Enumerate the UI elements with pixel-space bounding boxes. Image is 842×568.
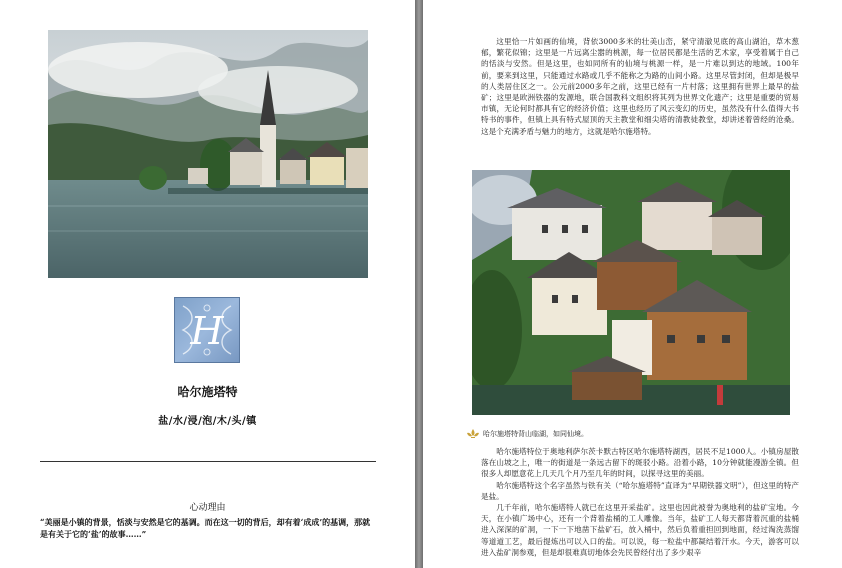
body-paragraph-2: 哈尔施塔特这个名字虽然与铁有关（“哈尔施塔特”直译为“早期铁器文明”），但这里的特产是盐。 — [481, 481, 799, 502]
right-page — [423, 0, 842, 568]
monogram-letter: H — [190, 309, 224, 353]
body-paragraph-3: 几千年前，哈尔施塔特人就已在这里开采盐矿。这里也因此被誉为奥地利的盐矿宝地。今天，在小镇广场中心，还有一个背着盐桶的工人雕像。当年，盐矿工人每天都背着沉重的盐桶进入深深的矿洞，一下一下地凿下盐矿石，放入桶中，然后负着重担回到地面，经过淘洗蒸馏等道道工艺，最后提炼出可以入口的盐。可以说，每一粒盐中都凝结着汗水。今天，游客可以进入盐矿洞参观，但是却很难真切地体会先民曾经付出了多少艰辛 — [481, 503, 799, 557]
book-gutter — [415, 0, 423, 568]
monogram-h-icon — [175, 298, 239, 362]
photo-caption — [466, 428, 796, 440]
monogram-tile — [174, 297, 240, 363]
body-paragraph-1: 哈尔施塔特位于奥地利萨尔茨卡默古特区哈尔施塔特湖西，居民不足1000人。小镇房屋散落在山坡之上，唯一的街道是一条远古留下的斑驳小路。沿着小路，10分钟就能漫游全镇。但很多人却愿意花上几天几个月乃至几年的时间，以探寻这里的美丽。 — [481, 447, 799, 479]
town-houses-photo — [472, 170, 790, 415]
lake-village-photo — [48, 30, 368, 278]
divider — [40, 461, 376, 462]
left-page — [0, 0, 415, 568]
intro-paragraph: 这里恰一片如画的仙境，背依3000多米的壮美山峦，紧守清澈见底的高山湖泊，草木葱郁，繁花似锦；这里是一片远离尘嚣的桃源，每一位居民都是生活的艺术家，享受着属于自己的恬淡与安然。但是这里，也如同所有的仙境与桃源一样，是一片难以到达的地域。100年前，要来到这里，只能通过水路或几乎不能称之为路的山间小路。这里尽管封闭，但却是极早的人类居住区之一。公元前2000多年之前，这里已经有一片村落；这里拥有世界上最早的盐矿；这里是欧洲铁器的发源地，联合国教科文组织将其列为世界文化遗产；这里是重要的贸易市镇，无论何时都具有它的经济价值；这里也经历了风云变幻的历史，虽然没有什么值得大书特书的事件，但镇上具有特式屋顶的天主教堂和细尖塔的清教徒教堂，却讲述着曾经的沧桑。这是个充满矛盾与魅力的地方，这就是哈尔施塔特。 — [481, 37, 799, 136]
page-subtitle: 盐/水/浸/泡/木/头/镇 — [158, 416, 257, 427]
caption-text: 哈尔施塔特背山临湖，如同仙境。 — [483, 430, 588, 438]
section-heading: 心动理由 — [189, 503, 226, 513]
fleur-de-lis-icon — [466, 428, 480, 440]
page-title: 哈尔施塔特 — [177, 385, 238, 399]
quote-text: “美丽是小镇的背景，恬淡与安然是它的基调。而在这一切的背后，却有着‘成成’的基调，那就是有关于它的‘盐’的故事……” — [40, 517, 371, 539]
